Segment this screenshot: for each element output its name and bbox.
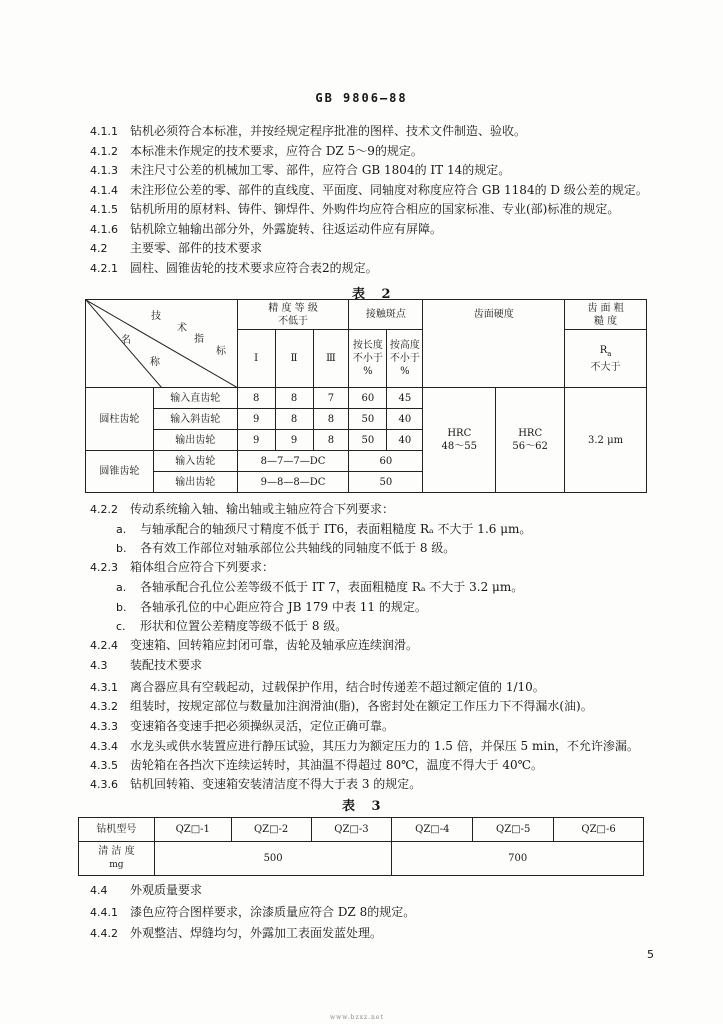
clause-text: 形状和位置公差精度等级不低于 8 级。 (140, 619, 348, 633)
cell: 40 (387, 430, 423, 451)
diag-char: 技 (151, 311, 161, 322)
paragraph-line (90, 777, 421, 792)
table2 (85, 299, 647, 493)
clause-number: 4.3.5 (90, 759, 118, 772)
cell: 输出齿轮 (153, 430, 237, 451)
paragraph-line (116, 600, 427, 615)
clause-number: 4.3.6 (90, 778, 118, 791)
cell: 9 (237, 430, 275, 451)
hardness-header: 齿面硬度 (423, 300, 565, 388)
cell: 8 (237, 388, 275, 409)
cell: QZ□-3 (311, 818, 392, 842)
cell: 9—8—8—DC (237, 472, 349, 493)
clause-number: c. (116, 620, 126, 633)
clause-number: b. (116, 601, 127, 614)
clause-number: b. (116, 542, 127, 555)
grade-i: Ⅰ (237, 330, 275, 388)
cell: 50 (349, 409, 387, 430)
cell: 500 (154, 842, 392, 876)
model-header: 钻机型号 (79, 818, 155, 842)
cell: 输入斜齿轮 (153, 409, 237, 430)
cyl-gear-label: 圆柱齿轮 (86, 388, 154, 451)
clause-text: 与轴承配合的轴颈尺寸精度不低于 IT6，表面粗糙度 Rₐ 不大于 1.6 μm。 (140, 522, 532, 536)
clause-number: 4.2 (90, 242, 108, 255)
clause-text: 变速箱各变速手把必须操纵灵活，定位正确可靠。 (130, 719, 395, 733)
table3 (78, 817, 644, 876)
clause-text: 本标准未作规定的技术要求，应符合 DZ 5～9的规定。 (130, 143, 423, 158)
clause-number: 4.3.4 (90, 740, 118, 753)
clause-text: 各轴承配合孔位公差等级不低于 IT 7，表面粗糙度 Rₐ 不大于 3.2 μm。 (140, 580, 524, 594)
document-header: GB 9806—88 (315, 91, 408, 105)
clause-text: 钻机所用的原材料、铸件、铆焊件、外购件均应符合相应的国家标准、专业(部)标准的规定。 (130, 202, 620, 216)
cell: 8 (275, 388, 313, 409)
paragraph-line (90, 124, 526, 139)
table-row (79, 818, 644, 842)
clause-number: 4.4.2 (90, 927, 118, 940)
footer-watermark: www.bzxz.net (330, 1014, 384, 1021)
cell: 8 (275, 409, 313, 430)
paragraph-line (90, 144, 423, 159)
table2-caption: 表 2 (352, 287, 397, 302)
paragraph-line (90, 658, 202, 673)
clause-number: 4.3.3 (90, 720, 118, 733)
clause-number: 4.4 (90, 884, 108, 897)
clause-number: 4.1.2 (90, 144, 118, 158)
roughness-value: 3.2 μm (565, 388, 647, 493)
paragraph-line (90, 222, 442, 237)
table2-diagonal-header (86, 300, 238, 388)
clause-text: 变速箱、回转箱应封闭可靠，齿轮及轴承应连续润滑。 (130, 638, 419, 652)
paragraph-line (116, 619, 347, 634)
cell: 输出齿轮 (153, 472, 237, 493)
clause-text: 外观质量要求 (130, 883, 203, 897)
hrc-small: HRC 56～62 (496, 388, 565, 493)
clause-number: 4.3.1 (90, 681, 118, 694)
paragraph-line (116, 522, 531, 537)
cell: 8—7—7—DC (237, 451, 349, 472)
clause-text: 外观整洁、焊缝均匀，外露加工表面发蓝处理。 (130, 926, 383, 940)
diag-char: 名 (121, 335, 131, 346)
roughness-header: 齿 面 粗 糙 度 (565, 300, 647, 330)
cell: 40 (387, 409, 423, 430)
clause-text: 齿轮箱在各挡次下连续运转时，其油温不得超过 80℃，温度不得大于 40℃。 (130, 758, 544, 772)
diag-char: 标 (216, 346, 226, 357)
clause-text: 未注形位公差的零、部件的直线度、平面度、同轴度对称度应符合 GB 1184的 D 级公差的规定。 (130, 182, 648, 197)
clause-text: 装配技术要求 (130, 658, 203, 672)
clause-number: 4.1.3 (90, 164, 118, 177)
clause-number: 4.3.2 (90, 700, 118, 713)
clause-text: 各有效工作部位对轴承部位公共轴线的同轴度不低于 8 级。 (140, 541, 456, 555)
page-number: 5 (647, 948, 654, 961)
clause-number: 4.2.4 (90, 639, 118, 652)
paragraph-line (116, 541, 455, 556)
paragraph-line (90, 883, 202, 898)
paragraph-line (90, 638, 418, 653)
clause-text: 传动系统输入轴、输出轴或主轴应符合下列要求： (130, 502, 395, 516)
cell: 60 (349, 388, 387, 409)
table-row (79, 842, 644, 876)
clause-number: 4.2.2 (90, 503, 118, 516)
cell: QZ□-5 (473, 818, 554, 842)
clause-number: 4.2.1 (90, 261, 118, 275)
paragraph-line (90, 699, 593, 714)
paragraph-line (90, 739, 639, 754)
grade-iii: Ⅲ (313, 330, 349, 388)
table3-caption: 表 3 (342, 799, 387, 814)
clause-number: a. (116, 523, 127, 536)
clause-text: 钻机必须符合本标准，并按经规定程序批准的图样、技术文件制造、验收。 (130, 124, 527, 138)
cell: 输入直齿轮 (153, 388, 237, 409)
clause-text: 箱体组合应符合下列要求： (130, 560, 275, 574)
clause-text: 钻机回转箱、变速箱安装清洁度不得大于表 3 的规定。 (130, 777, 422, 791)
cell: 7 (313, 388, 349, 409)
cell: 700 (392, 842, 644, 876)
cell: 45 (387, 388, 423, 409)
clause-text: 主要零、部件的技术要求 (130, 241, 263, 255)
cell: 9 (275, 430, 313, 451)
contact-length: 按长度 不小于 % (349, 330, 387, 388)
cell: QZ□-4 (392, 818, 473, 842)
precision-header: 精 度 等 级 不低于 (237, 300, 349, 330)
paragraph-line (90, 758, 543, 773)
diag-char: 术 (177, 323, 187, 334)
paragraph-line (90, 502, 394, 517)
paragraph-line (90, 261, 378, 276)
diag-char: 指 (194, 334, 204, 345)
clause-number: 4.1.1 (90, 125, 118, 138)
clean-header: 清 洁 度 mg (79, 842, 155, 876)
clause-number: a. (116, 581, 127, 594)
clause-number: 4.3 (90, 659, 108, 672)
paragraph-line (90, 202, 619, 217)
cell: QZ□-1 (154, 818, 231, 842)
paragraph-line (116, 580, 523, 595)
cell: 9 (237, 409, 275, 430)
paragraph-line (90, 905, 415, 920)
cone-gear-label: 圆锥齿轮 (86, 451, 154, 493)
clause-number: 4.1.6 (90, 222, 118, 236)
roughness-unit: $R_a$ 不大于 (565, 330, 647, 388)
clause-text: 组装时，按规定部位与数量加注润滑油(脂)，各密封处在额定工作压力下不得漏水(油)。 (130, 699, 593, 713)
contact-header: 接触斑点 (349, 300, 423, 330)
cell: 8 (313, 430, 349, 451)
paragraph-line (90, 163, 510, 178)
paragraph-line (90, 926, 382, 941)
paragraph-line (90, 241, 262, 256)
hrc-big: HRC 48～55 (423, 388, 496, 493)
contact-height: 按高度 不小于 % (387, 330, 423, 388)
clause-text: 漆色应符合图样要求，涂漆质量应符合 DZ 8的规定。 (130, 905, 416, 919)
clause-text: 圆柱、圆锥齿轮的技术要求应符合表2的规定。 (130, 260, 378, 275)
paragraph-line (90, 560, 274, 575)
paragraph-line (90, 680, 545, 695)
clause-text: 钻机除立轴输出部分外，外露旋转、往返运动件应有屏障。 (130, 221, 443, 236)
clause-number: 4.4.1 (90, 906, 118, 919)
clause-text: 未注尺寸公差的机械加工零、部件，应符合 GB 1804的 IT 14的规定。 (130, 163, 511, 177)
clause-number: 4.2.3 (90, 561, 118, 574)
cell: 8 (313, 409, 349, 430)
table-row (86, 388, 647, 409)
clause-text: 离合器应具有空载起动，过载保护作用，结合时传递差不超过额定值的 1/10。 (130, 680, 545, 694)
grade-ii: Ⅱ (275, 330, 313, 388)
cell: QZ□-2 (231, 818, 311, 842)
cell: 输入齿轮 (153, 451, 237, 472)
paragraph-line (90, 719, 394, 734)
diag-char: 称 (150, 357, 160, 368)
clause-number: 4.1.4 (90, 183, 118, 197)
paragraph-line (90, 183, 648, 198)
clause-text: 各轴承孔位的中心距应符合 JB 179 中表 11 的规定。 (140, 600, 427, 614)
cell: 60 (349, 451, 423, 472)
cell: 50 (349, 430, 387, 451)
cell: QZ□-6 (554, 818, 644, 842)
cell: 50 (349, 472, 423, 493)
clause-text: 水龙头或供水装置应进行静压试验，其压力为额定压力的 1.5 倍，并保压 5 min，不允许渗漏。 (130, 739, 639, 753)
clause-number: 4.1.5 (90, 203, 118, 216)
diagonal-lines (86, 300, 238, 388)
